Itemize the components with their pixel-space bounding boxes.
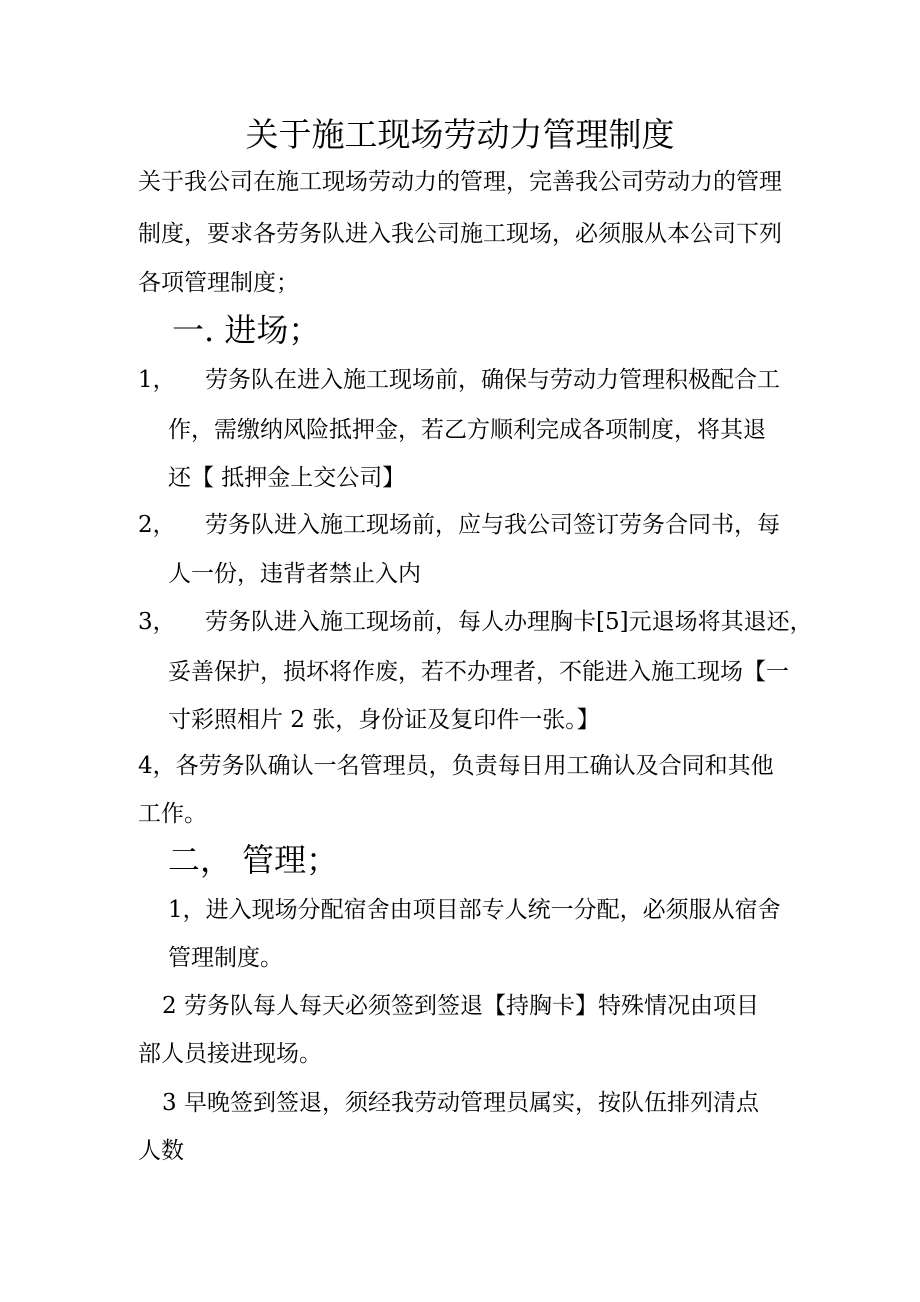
item-line: 劳务队进入施工现场前，每人办理胸卡[5]元退场将其退还， bbox=[205, 609, 813, 635]
item-line: 妥善保护，损坏将作废，若不办理者，不能进入施工现场【一 bbox=[168, 659, 789, 685]
item-line: 管理制度。 bbox=[168, 945, 283, 971]
intro-line: 关于我公司在施工现场劳动力的管理，完善我公司劳动力的管理 bbox=[138, 169, 782, 195]
item-line: 劳务队在进入施工现场前，确保与劳动力管理积极配合工 bbox=[205, 367, 780, 393]
item-line: 1，进入现场分配宿舍由项目部专人统一分配，必须服从宿舍 bbox=[168, 897, 781, 923]
item-line: 劳务队进入施工现场前，应与我公司签订劳务合同书，每 bbox=[205, 512, 780, 538]
item-line: 3 早晚签到签退，须经我劳动管理员属实，按队伍排列清点 bbox=[162, 1090, 759, 1116]
item-number: 1， bbox=[138, 367, 176, 393]
item-line: 还【 抵押金上交公司】 bbox=[168, 465, 406, 491]
item-line: 4，各劳务队确认一名管理员，负责每日用工确认及合同和其他 bbox=[138, 753, 774, 779]
section-heading-entry: 一. 进场； bbox=[172, 311, 321, 349]
intro-line: 各项管理制度； bbox=[138, 270, 299, 296]
document-title: 关于施工现场劳动力管理制度 bbox=[245, 115, 675, 154]
item-line: 工作。 bbox=[138, 801, 207, 827]
item-line: 部人员接进现场。 bbox=[138, 1041, 322, 1067]
item-line: 作，需缴纳风险抵押金，若乙方顺利完成各项制度，将其退 bbox=[168, 417, 766, 443]
item-number: 3， bbox=[138, 609, 176, 635]
intro-line: 制度，要求各劳务队进入我公司施工现场，必须服从本公司下列 bbox=[138, 221, 782, 247]
item-line: 人一份，违背者禁止入内 bbox=[168, 561, 421, 587]
section-heading-management: 二， 管理； bbox=[168, 841, 339, 879]
item-line: 寸彩照相片 2 张，身份证及复印件一张。】 bbox=[168, 707, 600, 733]
item-number: 2， bbox=[138, 512, 176, 538]
item-line: 2 劳务队每人每天必须签到签退【持胸卡】特殊情况由项目 bbox=[162, 993, 759, 1019]
item-line: 人数 bbox=[138, 1138, 184, 1164]
